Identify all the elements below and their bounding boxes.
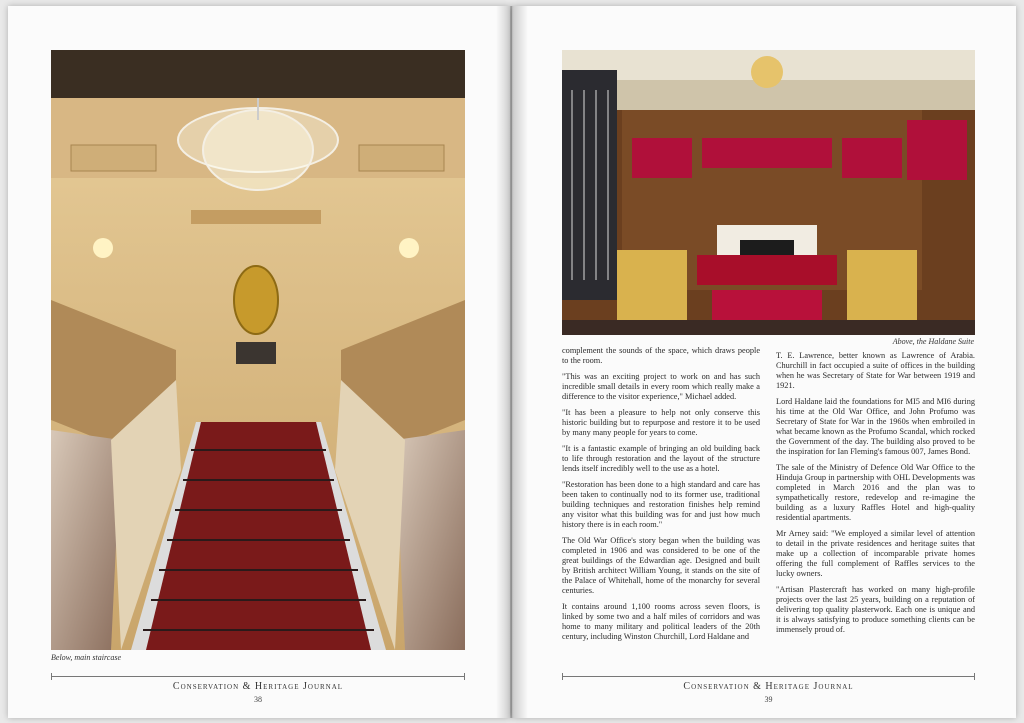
right-page-number: 39	[764, 695, 773, 704]
paragraph: "This was an exciting project to work on and has such incredible small details in every room which really make a difference to the visitor experience," Michael added.	[562, 372, 760, 401]
paragraph: It contains around 1,100 rooms across seven floors, is linked by some two and a half miles of corridors and was home to many military and political leaders of the 20th century, including Winston Churchill, Lord Haldane and	[562, 602, 760, 641]
left-page-number: 38	[254, 695, 262, 704]
paragraph: "It is a fantastic example of bringing an old building back to life through restoration and the layout of the structure lends itself incredibly well to the use as a hotel.	[562, 444, 760, 473]
staircase-photo	[51, 50, 465, 650]
paragraph: The Old War Office's story began when the building was completed in 1906 and was considered to be one of the great buildings of the Edwardian age. Designed and built by British architect William Young, it stands on the site of the Palace of Whitehall, home of the monarchy for several centuries.	[562, 536, 760, 595]
spine-gutter	[496, 6, 528, 718]
paragraph: T. E. Lawrence, better known as Lawrence of Arabia. Churchill in fact occupied a suite of offices in the building when he was Secretary of State for War between 1919 and 1921.	[776, 351, 975, 390]
staircase-illustration	[51, 50, 465, 650]
text-column-2	[776, 351, 975, 641]
left-journal-title: Conservation & Heritage Journal	[172, 681, 344, 692]
left-page	[8, 6, 510, 718]
right-footer-rule	[562, 670, 975, 677]
left-footer-rule	[51, 670, 465, 677]
text-column-1	[562, 346, 760, 648]
paragraph: "It has been a pleasure to help not only conserve this historic building but to repurpose and restore it to be used by many many people for years to come.	[562, 408, 760, 437]
paragraph: Lord Haldane laid the foundations for MI5 and MI6 during his time at the Old War Office, and John Profumo was Secretary of State for War in the 1960s when embroiled in what became known as the Profumo Scandal, which rocked the Government of the day. The building also proved to be the inspiration for Ian Fleming's famous 007, James Bond.	[776, 397, 975, 456]
haldane-suite-photo	[562, 50, 975, 335]
paragraph: "Artisan Plastercraft has worked on many high-profile projects over the last 25 years, building on a reputation of delivering top quality plasterwork. Each one is unique and it is always satisfying to produce something clients can be immensely proud of.	[776, 585, 975, 634]
haldane-suite-illustration	[562, 50, 975, 335]
paragraph: The sale of the Ministry of Defence Old War Office to the Hinduja Group in partnership with OHL Developments was completed in March 2016 and the plan was to sympathetically restore, redevelop and re-imagine the building as a luxury Raffles Hotel and high-quality residential apartments.	[776, 463, 975, 522]
right-journal-title: Conservation & Heritage Journal	[683, 681, 854, 692]
paragraph: "Restoration has been done to a high standard and care has been taken to continually nod to its former use, traditional building techniques and restoration finishes help remind any visitor what this building was for and just how much history there is in each room."	[562, 480, 760, 529]
left-caption: Below, main staircase	[51, 653, 121, 662]
right-page	[512, 6, 1016, 718]
paragraph: complement the sounds of the space, which draws people to the room.	[562, 346, 760, 365]
paragraph: Mr Arney said: "We employed a similar level of attention to detail in the private residences and heritage suites that make up a collection of incomparable private homes offering the full complement of Raffles services to the lucky owners.	[776, 529, 975, 578]
right-caption: Above, the Haldane Suite	[892, 337, 974, 346]
